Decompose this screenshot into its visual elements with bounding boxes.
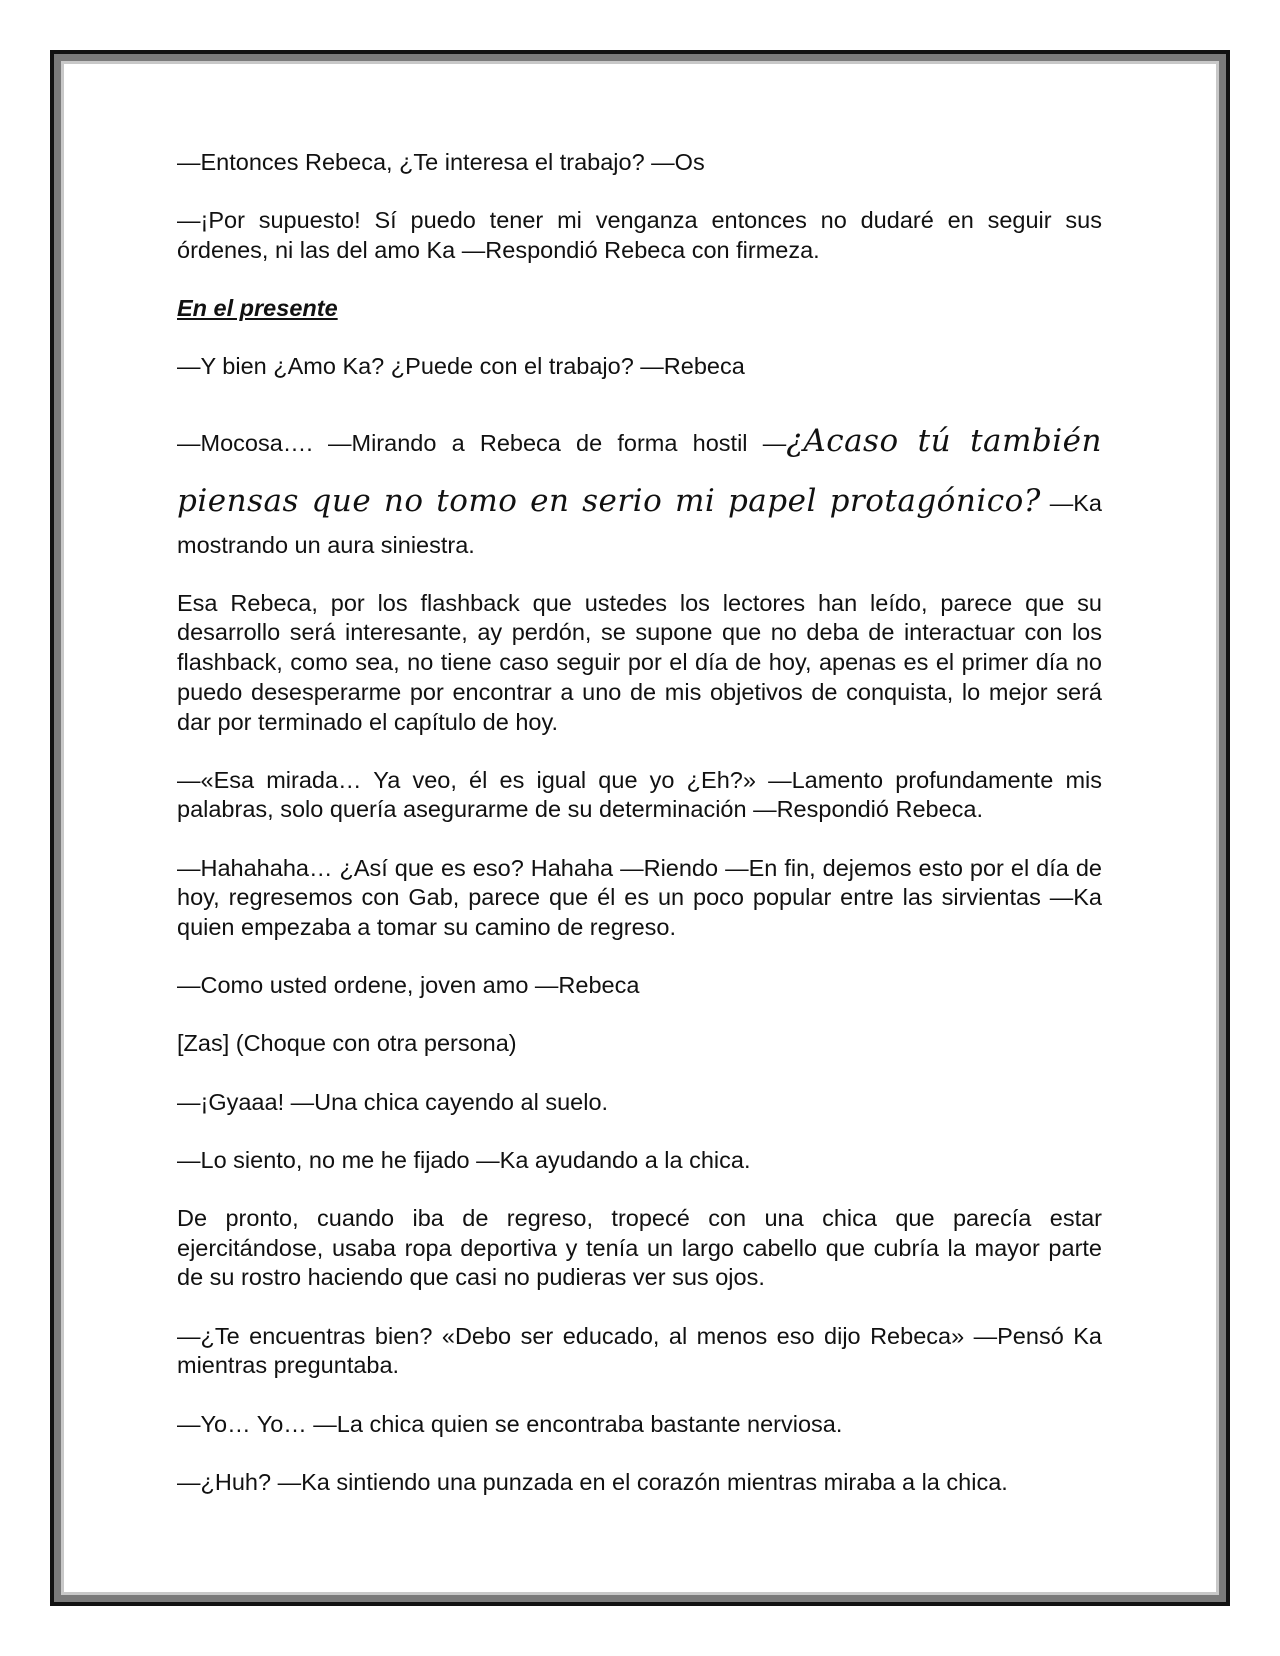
paragraph: [Zas] (Choque con otra persona) <box>177 1030 517 1057</box>
paragraph: —Y bien ¿Amo Ka? ¿Puede con el trabajo? —Rebeca <box>177 353 745 380</box>
paragraph: —¿Huh? —Ka sintiendo una punzada en el corazón mientras miraba a la chica. <box>177 1468 1008 1495</box>
section-heading-text: En el presente <box>177 295 338 322</box>
paragraph: —¡Por supuesto! Sí puedo tener mi venganza entonces no dudaré en seguir sus órdenes, ni las del amo Ka —Respondió Rebeca con firmeza. <box>177 207 1102 263</box>
paragraph-text: —Ka mostrando un aura siniestra. <box>177 489 1103 558</box>
handwritten-dialogue: ¿Acaso tú también piensas que no tomo en serio mi papel protagónico? <box>177 422 1102 519</box>
paragraph: —¿Te encuentras bien? «Debo ser educado, al menos eso dijo Rebeca» —Pensó Ka mientras preguntaba. <box>177 1322 1102 1379</box>
section-heading <box>177 294 1102 324</box>
paragraph: —«Esa mirada… Ya veo, él es igual que yo ¿Eh?» —Lamento profundamente mis palabras, solo quería asegurarme de su determinación —Respondió Rebeca. <box>177 766 1102 823</box>
paragraph: —Entonces Rebeca, ¿Te interesa el trabajo? —Os <box>177 149 705 175</box>
paragraph: —Yo… Yo… —La chica quien se encontraba bastante nerviosa. <box>177 1410 843 1437</box>
paragraph: Esa Rebeca, por los flashback que ustedes los lectores han leído, parece que su desarrollo será interesante, ay perdón, se supone que no deba de interactuar con los flashback, como sea, no tiene caso seguir por el día de hoy, apenas es el primer día no puedo desesperarme por encontrar a uno de mis objetivos de conquista, lo mejor será dar por terminado el capítulo de hoy. <box>177 589 1102 735</box>
paragraph: De pronto, cuando iba de regreso, tropecé con una chica que parecía estar ejercitándose, usaba ropa deportiva y tenía un largo cabello que cubría la mayor parte de su rostro haciendo que casi no pudieras ver sus ojos. <box>177 1205 1102 1291</box>
paragraph: —Como usted ordene, joven amo —Rebeca <box>177 972 640 999</box>
paragraph-text: —Mocosa…. —Mirando a Rebeca de forma hostil — <box>177 429 787 456</box>
paragraph <box>177 411 1102 561</box>
document-body <box>177 148 1102 1526</box>
paragraph: —Lo siento, no me he fijado —Ka ayudando a la chica. <box>177 1146 751 1173</box>
paragraph: —¡Gyaaa! —Una chica cayendo al suelo. <box>177 1088 609 1115</box>
paragraph: —Hahahaha… ¿Así que es eso? Hahaha —Riendo —En fin, dejemos esto por el día de hoy, regresemos con Gab, parece que él es un poco popular entre las sirvientas —Ka quien empezaba a tomar su camino de regreso. <box>177 854 1102 941</box>
